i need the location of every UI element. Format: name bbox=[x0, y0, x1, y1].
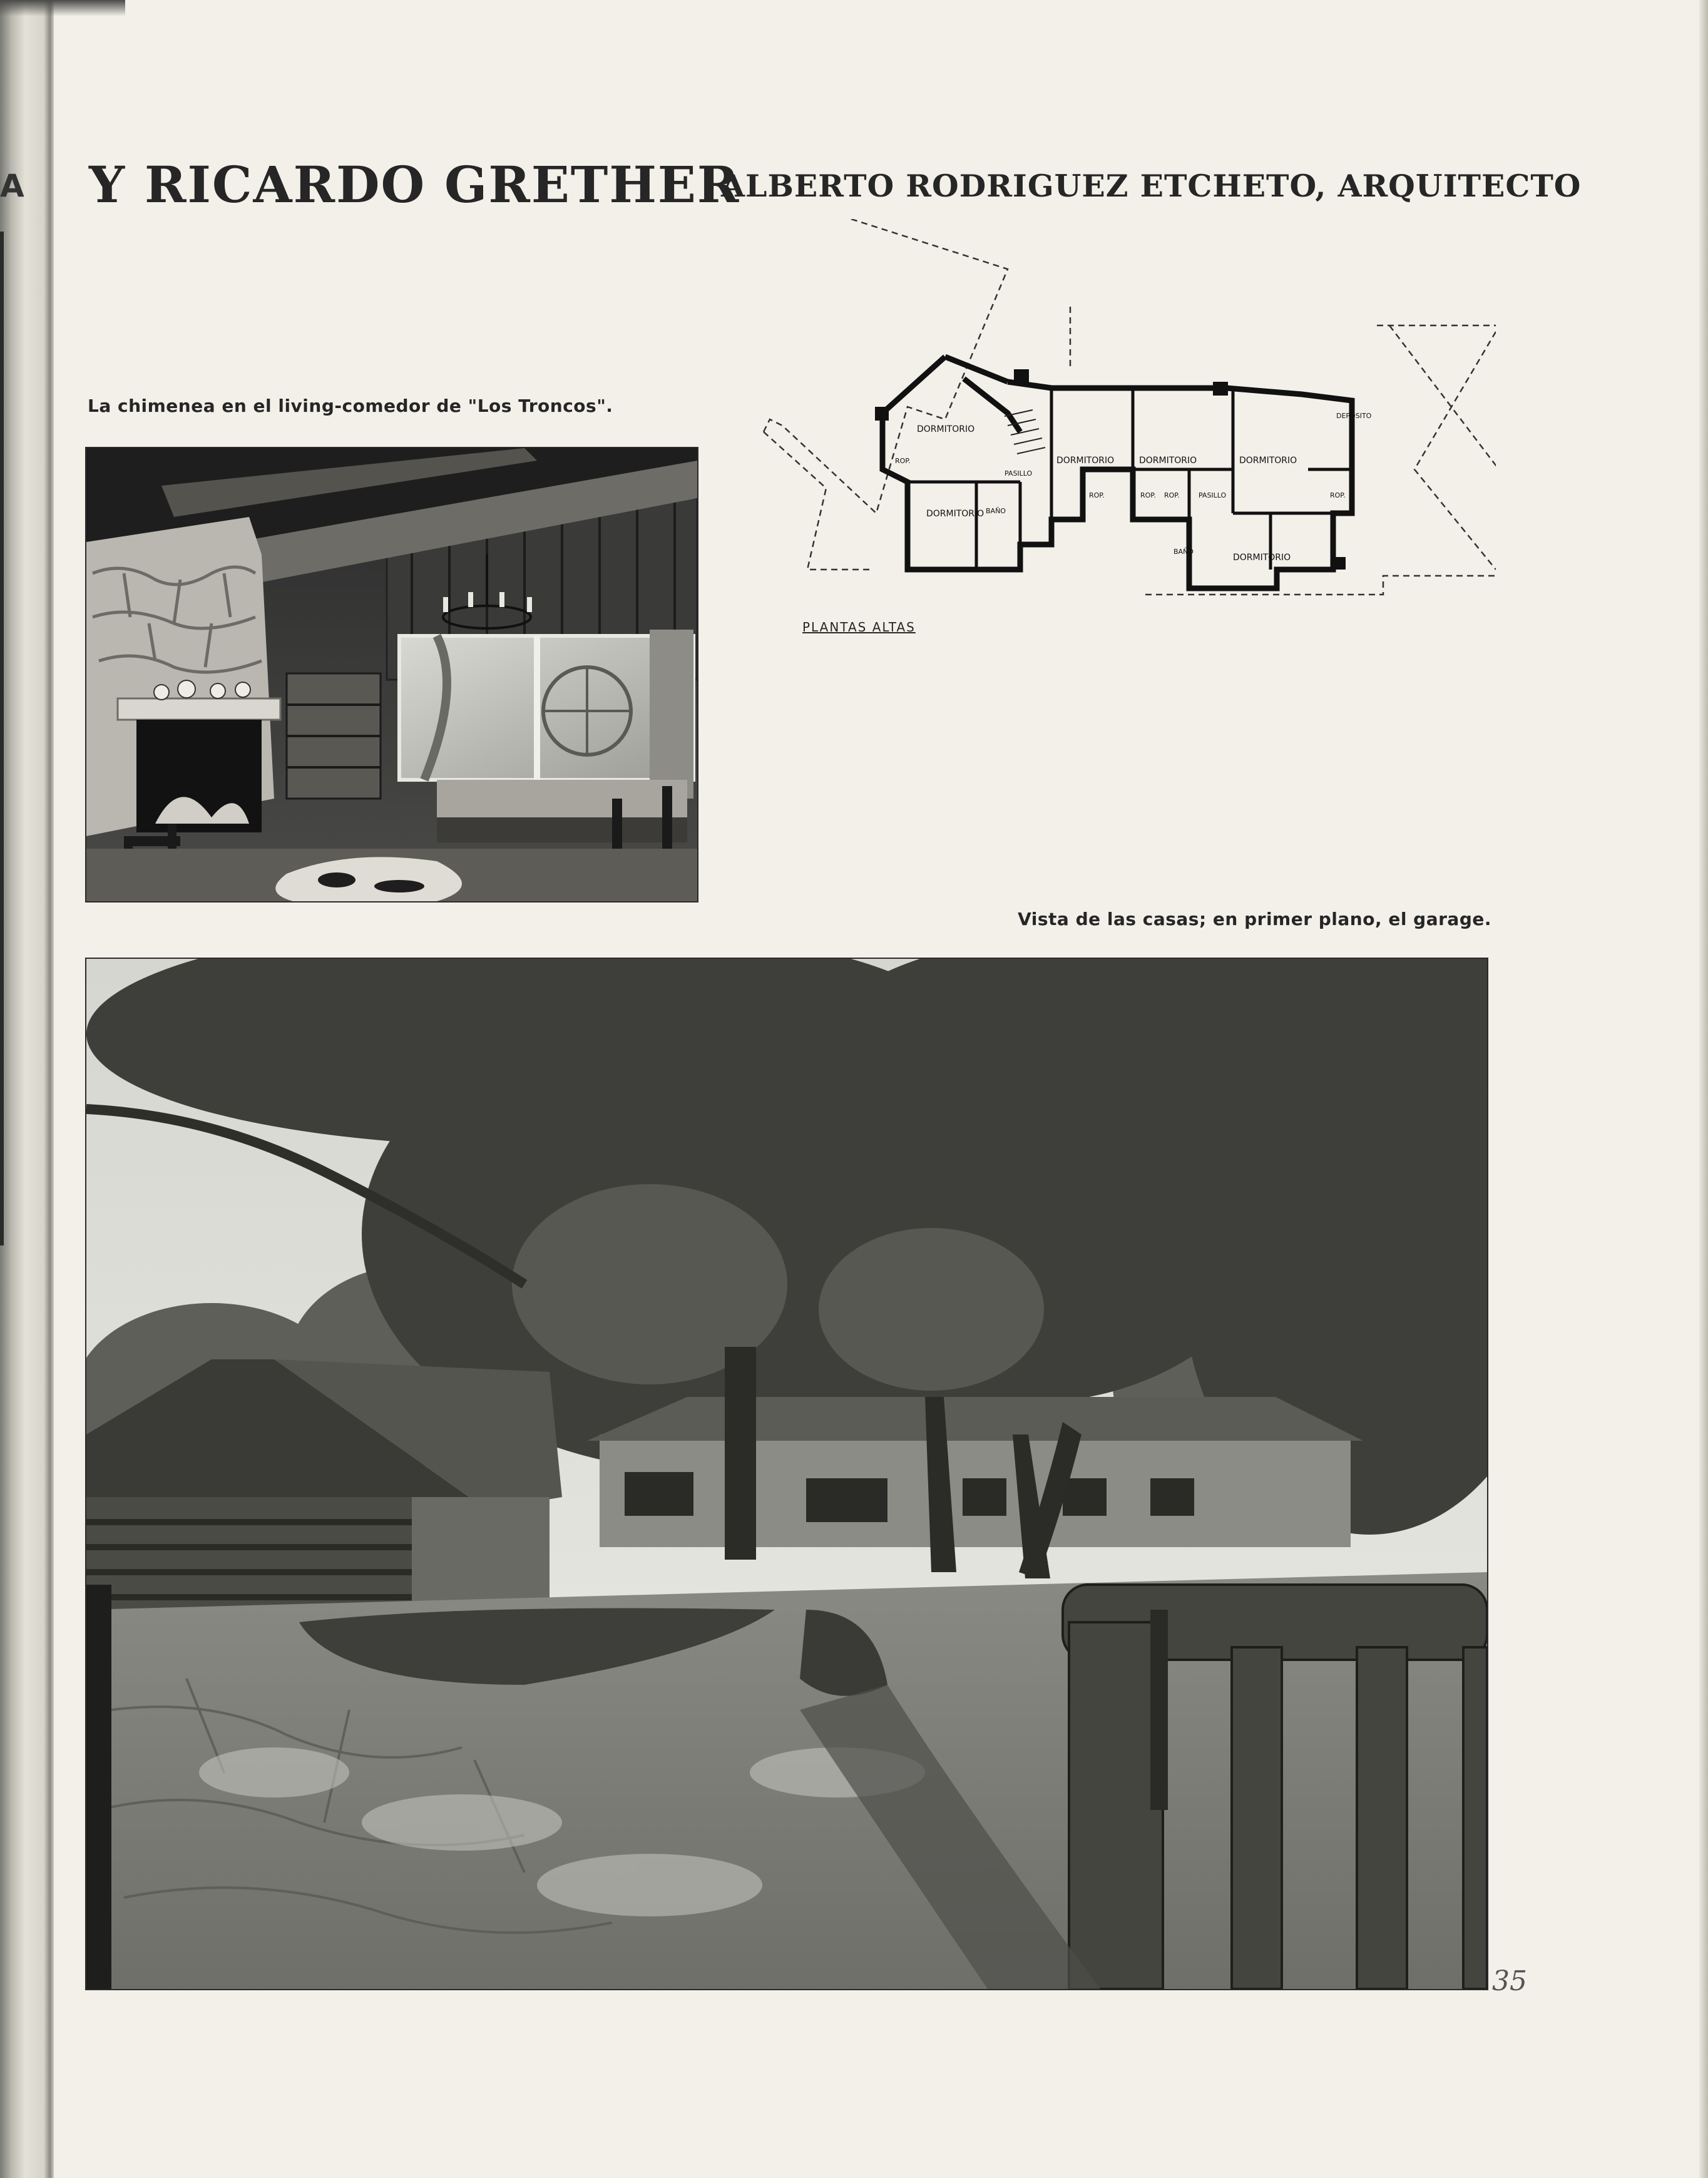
floor-plan-label: PLANTAS ALTAS bbox=[802, 620, 916, 635]
plan-label-dormitorio-2: DORMITORIO bbox=[1056, 456, 1115, 466]
upper-floor-plan bbox=[757, 219, 1496, 651]
previous-page-photo-edge bbox=[0, 232, 4, 1245]
plan-label-rop-5: ROP. bbox=[1330, 491, 1346, 499]
fireplace-photo bbox=[85, 447, 698, 902]
plan-label-dormitorio-4: DORMITORIO bbox=[1239, 456, 1297, 466]
plan-label-dormitorio-6: DORMITORIO bbox=[1233, 553, 1291, 563]
book-gutter bbox=[0, 0, 54, 2178]
page-title: Y RICARDO GRETHER bbox=[89, 155, 740, 214]
plan-label-pasillo-2: PASILLO bbox=[1199, 491, 1227, 499]
page-edge bbox=[1699, 0, 1708, 2178]
plan-label-deposito: DEPÓSITO bbox=[1336, 412, 1372, 420]
plan-label-pasillo-1: PASILLO bbox=[1005, 469, 1033, 478]
fireplace-caption: La chimenea en el living-comedor de "Los Troncos". bbox=[88, 396, 613, 416]
view-caption: Vista de las casas; en primer plano, el garage. bbox=[1018, 909, 1491, 929]
plan-label-rop-2: ROP. bbox=[1089, 491, 1105, 499]
plan-label-dormitorio-3: DORMITORIO bbox=[1139, 456, 1197, 466]
previous-page-mark: A bbox=[0, 168, 24, 204]
plan-label-rop-1: ROP. bbox=[895, 457, 911, 465]
plan-label-rop-4: ROP. bbox=[1164, 491, 1180, 499]
houses-view-photo bbox=[85, 958, 1488, 1990]
plan-label-rop-3: ROP. bbox=[1140, 491, 1156, 499]
houses-view-illustration bbox=[86, 959, 1487, 1989]
architect-credit: ALBERTO RODRIGUEZ ETCHETO, ARQUITECTO bbox=[721, 168, 1582, 204]
fireplace-photo-illustration bbox=[86, 448, 697, 901]
plan-label-dormitorio-5: DORMITORIO bbox=[926, 509, 984, 519]
plan-label-dormitorio-1: DORMITORIO bbox=[917, 424, 975, 434]
page-number: 35 bbox=[1492, 1965, 1527, 1997]
book-gutter-shadow bbox=[0, 0, 125, 16]
plan-label-bano-2: BAÑO bbox=[1174, 548, 1194, 556]
plan-label-bano-1: BAÑO bbox=[986, 507, 1006, 515]
